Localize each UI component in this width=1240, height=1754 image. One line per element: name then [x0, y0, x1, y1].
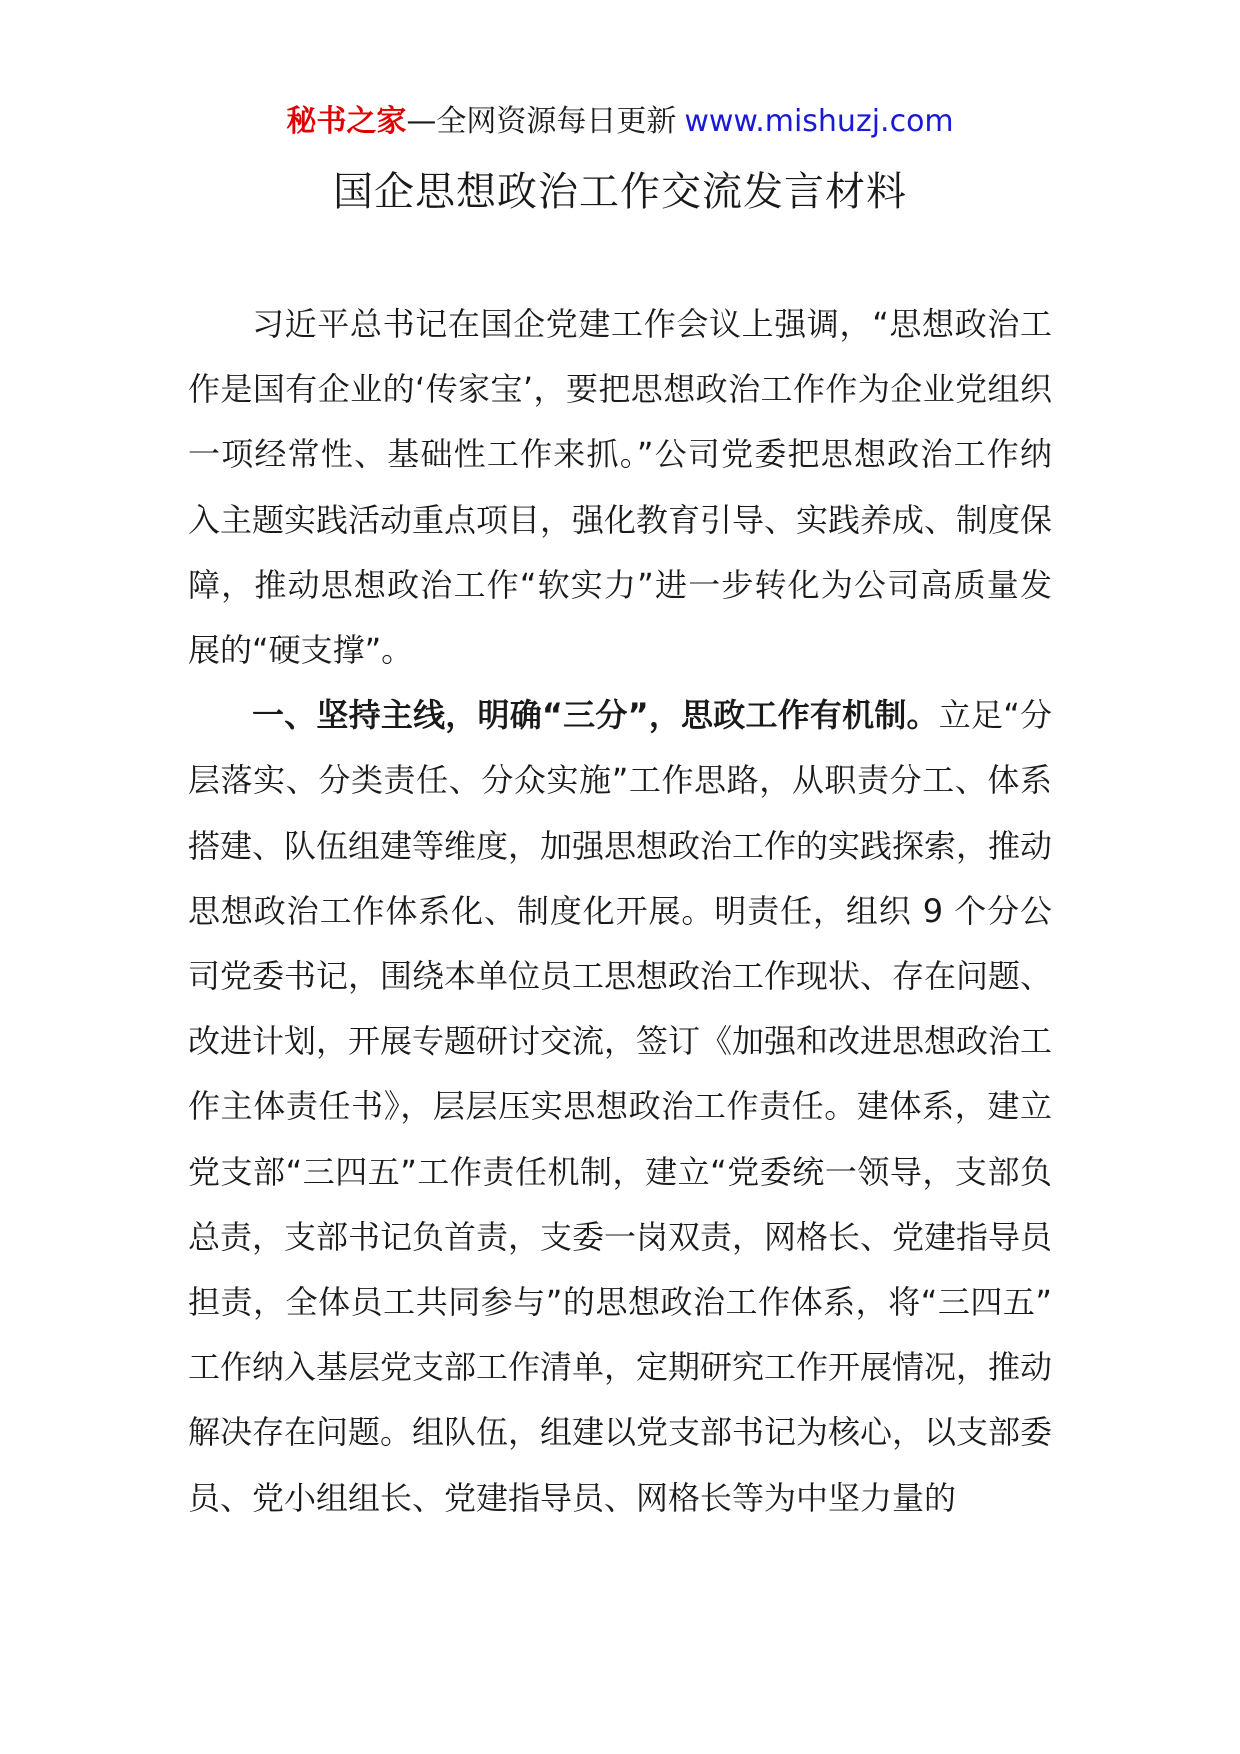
paragraph-text: 立足“分层落实、分类责任、分众实施”工作思路，从职责分工、体系搭建、队伍组建等维度，加强思想政治工作的实践探索，推动思想政治工作体系化、制度化开展。明责任，组织 9 个分公司党委书记，围绕本单位员工思想政治工作现状、存在问题、改进计划，开展专题研讨交流，签订《加强和改进思想政治工作主体责任书》，层层压实思想政治工作责任。建体系，建立党支部“三四五”工作责任机制，建立“党委统一领导，支部负总责，支部书记负首责，支委一岗双责，网格长、党建指导员担责，全体员工共同参与”的思想政治工作体系，将“三四五”工作纳入基层党支部工作清单，定期研究工作开展情况，推动解决存在问题。组队伍，组建以党支部书记为核心，以支部委员、党小组组长、党建指导员、网格长等为中坚力量的	[188, 696, 1053, 1517]
document-body	[188, 292, 1052, 1531]
document-title: 国企思想政治工作交流发言材料	[333, 169, 907, 215]
site-header	[0, 100, 1240, 144]
section-one-paragraph	[188, 683, 1052, 1531]
paragraph-text: 习近平总书记在国企党建工作会议上强调，“思想政治工作是国有企业的‘传家宝’，要把思想政治工作作为企业党组织一项经常性、基础性工作来抓。”公司党委把思想政治工作纳入主题实践活动重点项目，强化教育引导、实践养成、制度保障，推动思想政治工作“软实力”进一步转化为公司高质量发展的“硬支撑”。	[188, 305, 1053, 670]
site-slogan: —全网资源每日更新	[406, 104, 677, 139]
site-brand: 秘书之家	[286, 104, 407, 139]
intro-paragraph	[188, 292, 1052, 683]
site-url-link[interactable]: www.mishuzj.com	[684, 104, 954, 139]
section-heading: 一、坚持主线，明确“三分”，思政工作有机制。	[252, 696, 939, 735]
